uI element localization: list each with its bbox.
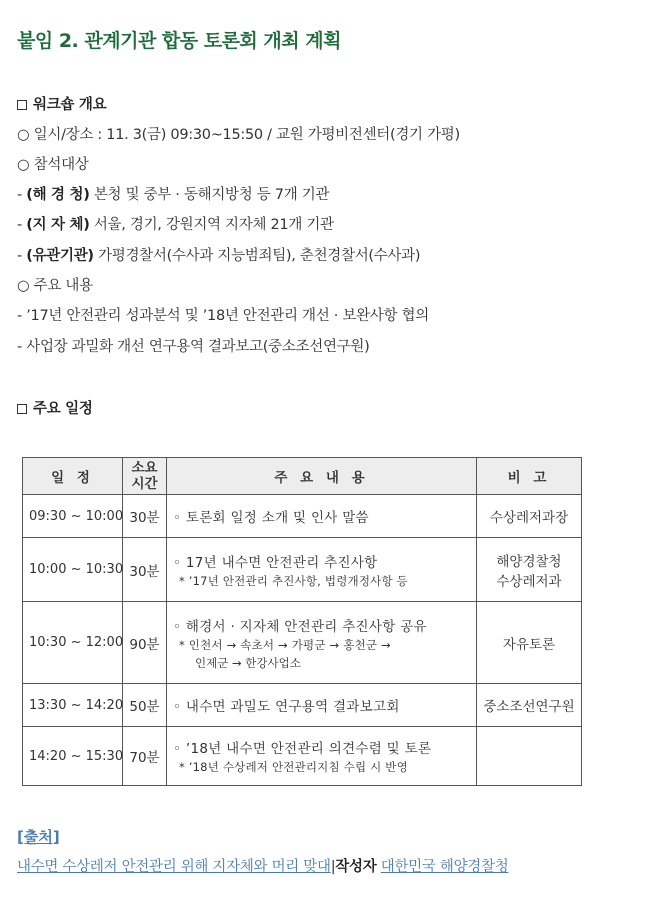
row-note [477, 727, 582, 786]
author-label: 작성자 [335, 859, 377, 875]
author-link[interactable]: 대한민국 해양경찰청 [380, 859, 509, 875]
attendee-coast-guard: - (해 경 청) 본청 및 중부 · 동해지방청 등 7개 기관 [17, 187, 330, 203]
row-note: 자유토론 [477, 602, 582, 684]
table-header-row [23, 458, 582, 495]
row-duration: 90분 [123, 602, 167, 684]
table-row [23, 538, 582, 602]
source-article-link[interactable]: 내수면 수상레저 안전관리 위해 지자체와 머리 맞대 [17, 859, 331, 875]
content-item-2: - 사업장 과밀화 개선 연구용역 결과보고(중소조선연구원) [17, 339, 370, 355]
table-row [23, 684, 582, 727]
header-duration: 소요 시간 [123, 458, 167, 495]
attendee-local-gov: - (지 자 체) 서울, 경기, 강원지역 지자체 21개 기관 [17, 217, 334, 233]
attendees-label: ○ 참석대상 [17, 157, 89, 173]
row-time: 10:30 ~ 12:00 [23, 602, 123, 684]
schedule-heading: 주요 일정 [17, 397, 93, 418]
source-separator: | [330, 859, 336, 875]
row-note: 중소조선연구원 [477, 684, 582, 727]
row-time: 13:30 ~ 14:20 [23, 684, 123, 727]
row-content: ◦ 17년 내수면 안전관리 추진사항 * ’17년 안전관리 추진사항, 법령개정사항 등 [167, 538, 477, 602]
square-bullet-icon [17, 100, 27, 110]
row-content: ◦ 내수면 과밀도 연구용역 결과보고회 [167, 684, 477, 727]
row-duration: 70분 [123, 727, 167, 786]
row-duration: 50분 [123, 684, 167, 727]
row-duration: 30분 [123, 538, 167, 602]
page-title: 붙임 2. 관계기관 합동 토론회 개최 계획 [17, 30, 341, 52]
row-content: ◦ ’18년 내수면 안전관리 의견수렴 및 토론 * ’18년 수상레저 안전관리지침 수립 시 반영 [167, 727, 477, 786]
contents-label: ○ 주요 내용 [17, 278, 93, 294]
source-label[interactable]: [출처] [17, 828, 60, 846]
table-row [23, 495, 582, 538]
row-content: ◦ 토론회 일정 소개 및 인사 말씀 [167, 495, 477, 538]
row-note: 수상레저과장 [477, 495, 582, 538]
schedule-table [22, 457, 582, 786]
row-time: 10:00 ~ 10:30 [23, 538, 123, 602]
date-place-line: ○ 일시/장소 : 11. 3(금) 09:30~15:50 / 교원 가평비전센터(경기 가평) [17, 127, 460, 143]
header-time: 일 정 [23, 458, 123, 495]
overview-heading: 워크숍 개요 [17, 93, 106, 114]
header-note: 비 고 [477, 458, 582, 495]
row-note: 해양경찰청 수상레저과 [477, 538, 582, 602]
square-bullet-icon [17, 404, 27, 414]
row-time: 14:20 ~ 15:30 [23, 727, 123, 786]
source-line [17, 855, 508, 876]
row-content: ◦ 해경서 · 지자체 안전관리 추진사항 공유 * 인천서 → 속초서 → 가평군 → 홍천군 → 인제군 → 한강사업소 [167, 602, 477, 684]
row-duration: 30분 [123, 495, 167, 538]
table-row [23, 727, 582, 786]
header-content: 주 요 내 용 [167, 458, 477, 495]
attendee-related: - (유관기관) 가평경찰서(수사과 지능범죄팀), 춘천경찰서(수사과) [17, 248, 421, 264]
table-row [23, 602, 582, 684]
row-time: 09:30 ~ 10:00 [23, 495, 123, 538]
content-item-1: - ’17년 안전관리 성과분석 및 ’18년 안전관리 개선 · 보완사항 협의 [17, 308, 429, 324]
